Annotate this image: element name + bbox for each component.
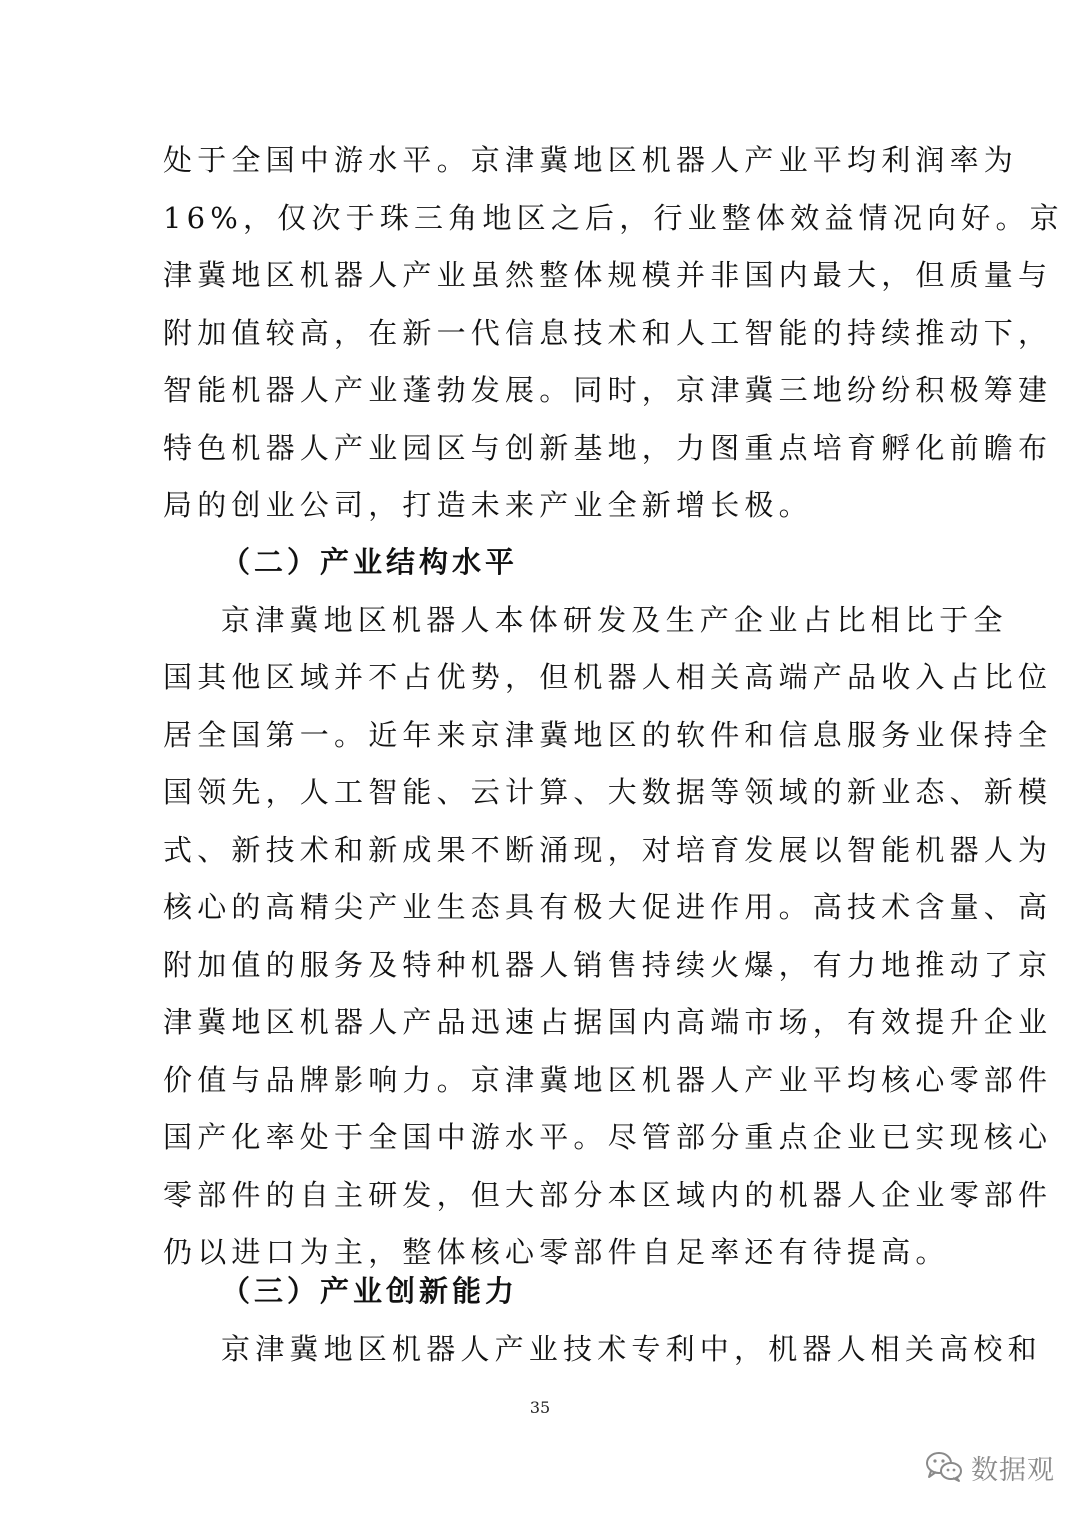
section-2 xyxy=(163,534,1053,1282)
paragraph-line: 国产化率处于全国中游水平。尽管部分重点企业已实现核心 xyxy=(163,1120,1053,1154)
section-heading-3: （三）产业创新能力 xyxy=(221,1274,519,1308)
paragraph-line: 津冀地区机器人产品迅速占据国内高端市场，有效提升企业 xyxy=(163,1005,1053,1039)
section-heading-2: （二）产业结构水平 xyxy=(221,545,519,579)
paragraph-line: 局的创业公司，打造未来产业全新增长极。 xyxy=(163,488,813,522)
paragraph-line: 国领先，人工智能、云计算、大数据等领域的新业态、新模 xyxy=(163,775,1053,809)
paragraph-line: 核心的高精尖产业生态具有极大促进作用。高技术含量、高 xyxy=(163,890,1053,924)
paragraph-line: 特色机器人产业园区与创新基地，力图重点培育孵化前瞻布 xyxy=(163,430,1053,465)
paragraph-1 xyxy=(163,132,1064,535)
paragraph-line: 京津冀地区机器人产业技术专利中，机器人相关高校和 xyxy=(221,1331,1042,1366)
paragraph-line: 附加值的服务及特种机器人销售持续火爆，有力地推动了京 xyxy=(163,947,1053,982)
paragraph-line: 智能机器人产业蓬勃发展。同时，京津冀三地纷纷积极筹建 xyxy=(163,373,1053,407)
page-number: 35 xyxy=(529,1398,551,1417)
paragraph-line: 零部件的自主研发，但大部分本区域内的机器人企业零部件 xyxy=(163,1177,1053,1212)
paragraph-line: 16%，仅次于珠三角地区之后，行业整体效益情况向好。京 xyxy=(163,200,1064,235)
paragraph-line: 国其他区域并不占优势，但机器人相关高端产品收入占比位 xyxy=(163,660,1053,694)
paragraph-line: 式、新技术和新成果不断涌现，对培育发展以智能机器人为 xyxy=(163,832,1053,867)
paragraph-line: 附加值较高，在新一代信息技术和人工智能的持续推动下， xyxy=(163,315,1053,350)
watermark xyxy=(925,1447,1055,1487)
paragraph-line: 价值与品牌影响力。京津冀地区机器人产业平均核心零部件 xyxy=(163,1062,1053,1097)
section-3 xyxy=(163,1263,1042,1378)
paragraph-line: 津冀地区机器人产业虽然整体规模并非国内最大，但质量与 xyxy=(163,258,1053,292)
paragraph-line: 处于全国中游水平。京津冀地区机器人产业平均利润率为 xyxy=(163,143,1019,177)
watermark-text: 数据观 xyxy=(971,1454,1055,1486)
paragraph-line: 居全国第一。近年来京津冀地区的软件和信息服务业保持全 xyxy=(163,717,1053,752)
paragraph-line: 仍以进口为主，整体核心零部件自足率还有待提高。 xyxy=(163,1235,950,1269)
paragraph-line: 京津冀地区机器人本体研发及生产企业占比相比于全 xyxy=(221,602,1008,637)
wechat-icon xyxy=(925,1451,963,1483)
